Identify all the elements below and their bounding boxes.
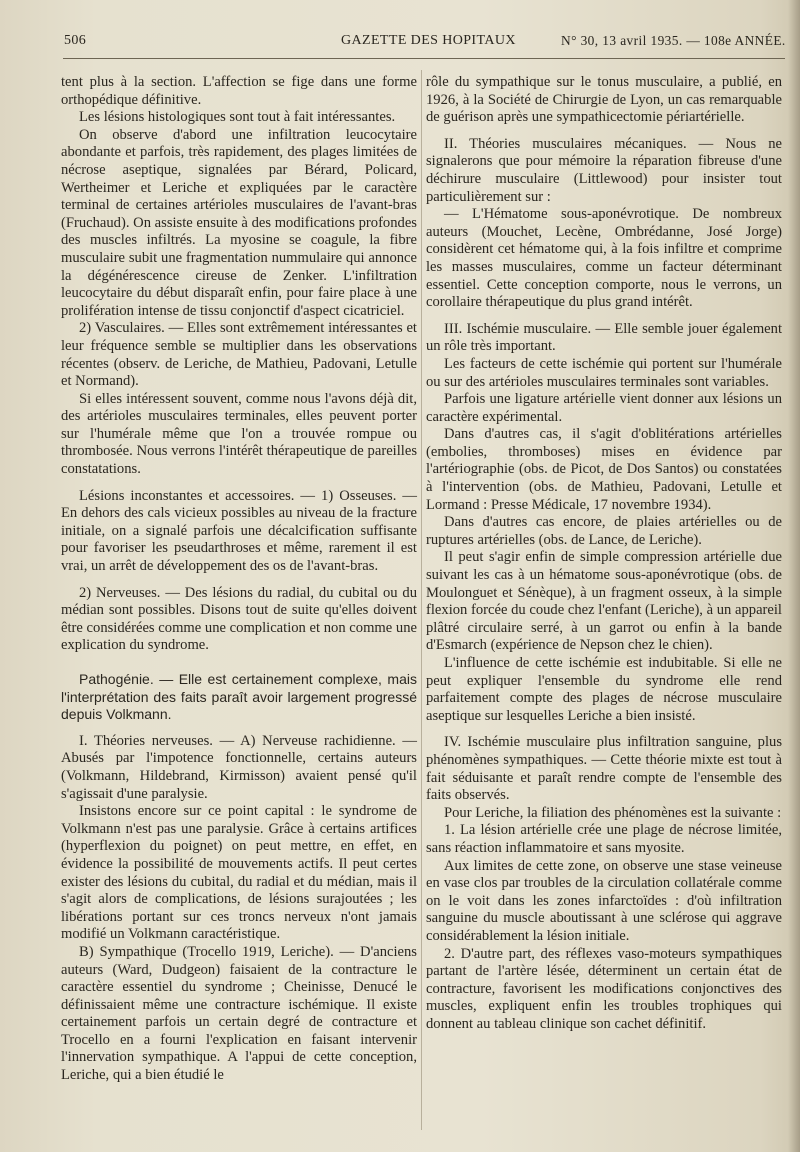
right-column bbox=[426, 74, 782, 1033]
paragraph: On observe d'abord une infiltration leucocytaire abondante et parfois, très rapidement, des plages limitées de nécrose aseptique, signalées par Bérard, Policard, Wertheimer et Leriche et expliquées par le caractère terminal de certaines artérioles musculaires de l'avant-bras (Fruchaud). On assiste ensuite à des modifications profondes des muscles infiltrés. La myosine se coagule, la fibre musculaire subit une fragmentation nummulaire qui annonce la dégénérescence cireuse de Zenker. L'infiltration leucocytaire du début disparaît enfin, pour faire place à une prolifération intense de tissu conjonctif d'aspect cicatriciel. bbox=[61, 126, 417, 319]
running-header bbox=[63, 33, 785, 55]
paragraph: 2) Vasculaires. — Elles sont extrêmement intéressantes et leur fréquence semble se multiplier dans les observations récentes (observ. de Leriche, de Mathieu, Padovani, Letulle et Normand). bbox=[61, 320, 417, 390]
header-rule bbox=[63, 58, 785, 59]
paragraph: 2) Nerveuses. — Des lésions du radial, du cubital ou du médian sont possibles. Disons tout de suite qu'elles doivent être considérées comme une complication et non comme une explication du syndrome. bbox=[61, 584, 417, 654]
paragraph: Dans d'autres cas, il s'agit d'oblitérations artérielles (embolies, thromboses) mises en évidence par l'artériographie (obs. de Picot, de Dos Santos) ou constatées à l'intervention (obs. de Mathieu, Padovani, Letulle et Lormand : Presse Médicale, 17 novembre 1934). bbox=[426, 426, 782, 513]
paragraph: B) Sympathique (Trocello 1919, Leriche). — D'anciens auteurs (Ward, Dudgeon) faisaient de la contracture le caractère essentiel du syndrome ; Cheinisse, Denucé le définissaient même une contracture ischémique. Il existe certainement parfois un certain degré de contracture et Trocello en a fourni l'explication en faisant intervenir l'innervation sympathique. A l'appui de cette conception, Leriche, qui a bien étudié le bbox=[61, 943, 417, 1084]
paragraph: 2. D'autre part, des réflexes vaso-moteurs sympathiques partant de l'artère lésée, déterminent un certain état de contracture, favorisent les modifications conjonctives des muscles, expliquent enfin les troubles trophiques qui donnent au tableau clinique son cachet définitif. bbox=[426, 945, 782, 1032]
page-edge-shadow bbox=[788, 0, 800, 1152]
paragraph: — L'Hématome sous-aponévrotique. De nombreux auteurs (Mouchet, Lecène, Ombrédanne, José Jorge) considèrent cet hématome qui, à la fois infiltre et comprime les masses musculaires, comme un facteur déterminant essentiel. Cette conception comporte, nous le verrons, un corollaire thérapeutique du plus grand intérêt. bbox=[426, 206, 782, 311]
page-number: 506 bbox=[64, 33, 87, 48]
paragraph: Si elles intéressent souvent, comme nous l'avons déjà dit, des artérioles musculaires terminales, elles peuvent porter sur l'humérale même que l'on a trouvée rompue ou thrombosée. Nous verrons l'intérêt thérapeutique de pareilles constatations. bbox=[61, 390, 417, 478]
issue-info: N° 30, 13 avril 1935. — 108e ANNÉE. bbox=[561, 33, 786, 48]
paragraph: Les facteurs de cette ischémie qui portent sur l'humérale ou sur des artérioles musculaires terminales sont variables. bbox=[426, 355, 782, 390]
paragraph: rôle du sympathique sur le tonus musculaire, a publié, en 1926, à la Société de Chirurgie de Lyon, un cas remarquable de guérison après une sympathicectomie périartérielle. bbox=[426, 74, 782, 126]
section-pathogenie: Pathogénie. — Elle est certainement complexe, mais l'interprétation des faits paraît avoir largement progressé depuis Volkmann. bbox=[61, 671, 417, 723]
paragraph: Parfois une ligature artérielle vient donner aux lésions un caractère expérimental. bbox=[426, 391, 782, 425]
paragraph: Dans d'autres cas encore, de plaies artérielles ou de ruptures artérielles (obs. de Lance, de Leriche). bbox=[426, 514, 782, 548]
paragraph: 1. La lésion artérielle crée une plage de nécrose limitée, sans réaction inflammatoire et sans myosite. bbox=[426, 822, 782, 856]
section-theories-musculaires: II. Théories musculaires mécaniques. — Nous ne signalerons que pour mémoire la réparation fibreuse d'une déchirure musculaire (Littlewood) pour insister tout particulièrement sur : bbox=[426, 135, 782, 205]
column-divider bbox=[421, 70, 422, 1130]
journal-title: GAZETTE DES HOPITAUX bbox=[341, 33, 516, 48]
paragraph: Pour Leriche, la filiation des phénomènes est la suivante : bbox=[444, 804, 782, 821]
paragraph: tent plus à la section. L'affection se fige dans une forme orthopédique définitive. bbox=[61, 74, 417, 108]
paragraph: Aux limites de cette zone, on observe une stase veineuse en vase clos par troubles de la circulation collatérale comme on le voit dans les zones infarctoïdes : d'où infiltration sanguine du muscle aboutissant à une sclérose qui aggrave considérablement la lésion initiale. bbox=[426, 857, 782, 944]
left-column bbox=[61, 74, 417, 1085]
section-theories-nerveuses: I. Théories nerveuses. — A) Nerveuse rachidienne. — Abusés par l'impotence fonctionnelle, certains auteurs (Volkmann, Hildebrand, Kirmisson) avaient pensé qu'il s'agissait d'une paralysie. bbox=[61, 732, 417, 802]
section-accessory-lesions: Lésions inconstantes et accessoires. — 1) Osseuses. — En dehors des cals vicieux possibles au niveau de la fracture initiale, on a signalé parfois une décalcification suffisante pour favoriser les pseudarthroses et même, rarement il est vrai, un arrêt de développement des os de l'avant-bras. bbox=[61, 487, 417, 575]
section-ischemie: III. Ischémie musculaire. — Elle semble jouer également un rôle très important. bbox=[426, 320, 782, 355]
paragraph: Les lésions histologiques sont tout à fait intéressantes. bbox=[79, 109, 396, 126]
paragraph: L'influence de cette ischémie est indubitable. Si elle ne peut expliquer l'ensemble du syndrome elle rend parfaitement compte des plages de nécrose musculaire aseptique sur lesquelles Leriche a bien insisté. bbox=[426, 655, 782, 724]
paragraph: Il peut s'agir enfin de simple compression artérielle due suivant les cas à un hématome sous-aponévrotique (obs. de Moulonguet et Sénèque), à un fragment osseux, à la simple flexion forcée du coude chez l'enfant (Leriche), à un appareil plâtré circulaire serré, à un garrot ou enfin à la bande d'Esmarch (expérience de Nepson chez le chien). bbox=[426, 549, 782, 654]
section-ischemie-mixte: IV. Ischémie musculaire plus infiltration sanguine, plus phénomènes sympathiques. — Cette théorie mixte est tout à fait séduisante et paraît rendre compte de l'ensemble des faits observés. bbox=[426, 734, 782, 804]
paragraph: Insistons encore sur ce point capital : le syndrome de Volkmann n'est pas une paralysie. Grâce à certains artifices (hyperflexion du poignet) on peut mettre, en effet, en évidence la possibilité de mouvements actifs. Il peut certes exister des lésions du cubital, du radial et du médian, mais il s'agit alors de complications, de lésions surajoutées ; les libérations portant sur ces troncs nerveux n'ont jamais modifié un Volkmann caractéristique. bbox=[61, 803, 417, 943]
